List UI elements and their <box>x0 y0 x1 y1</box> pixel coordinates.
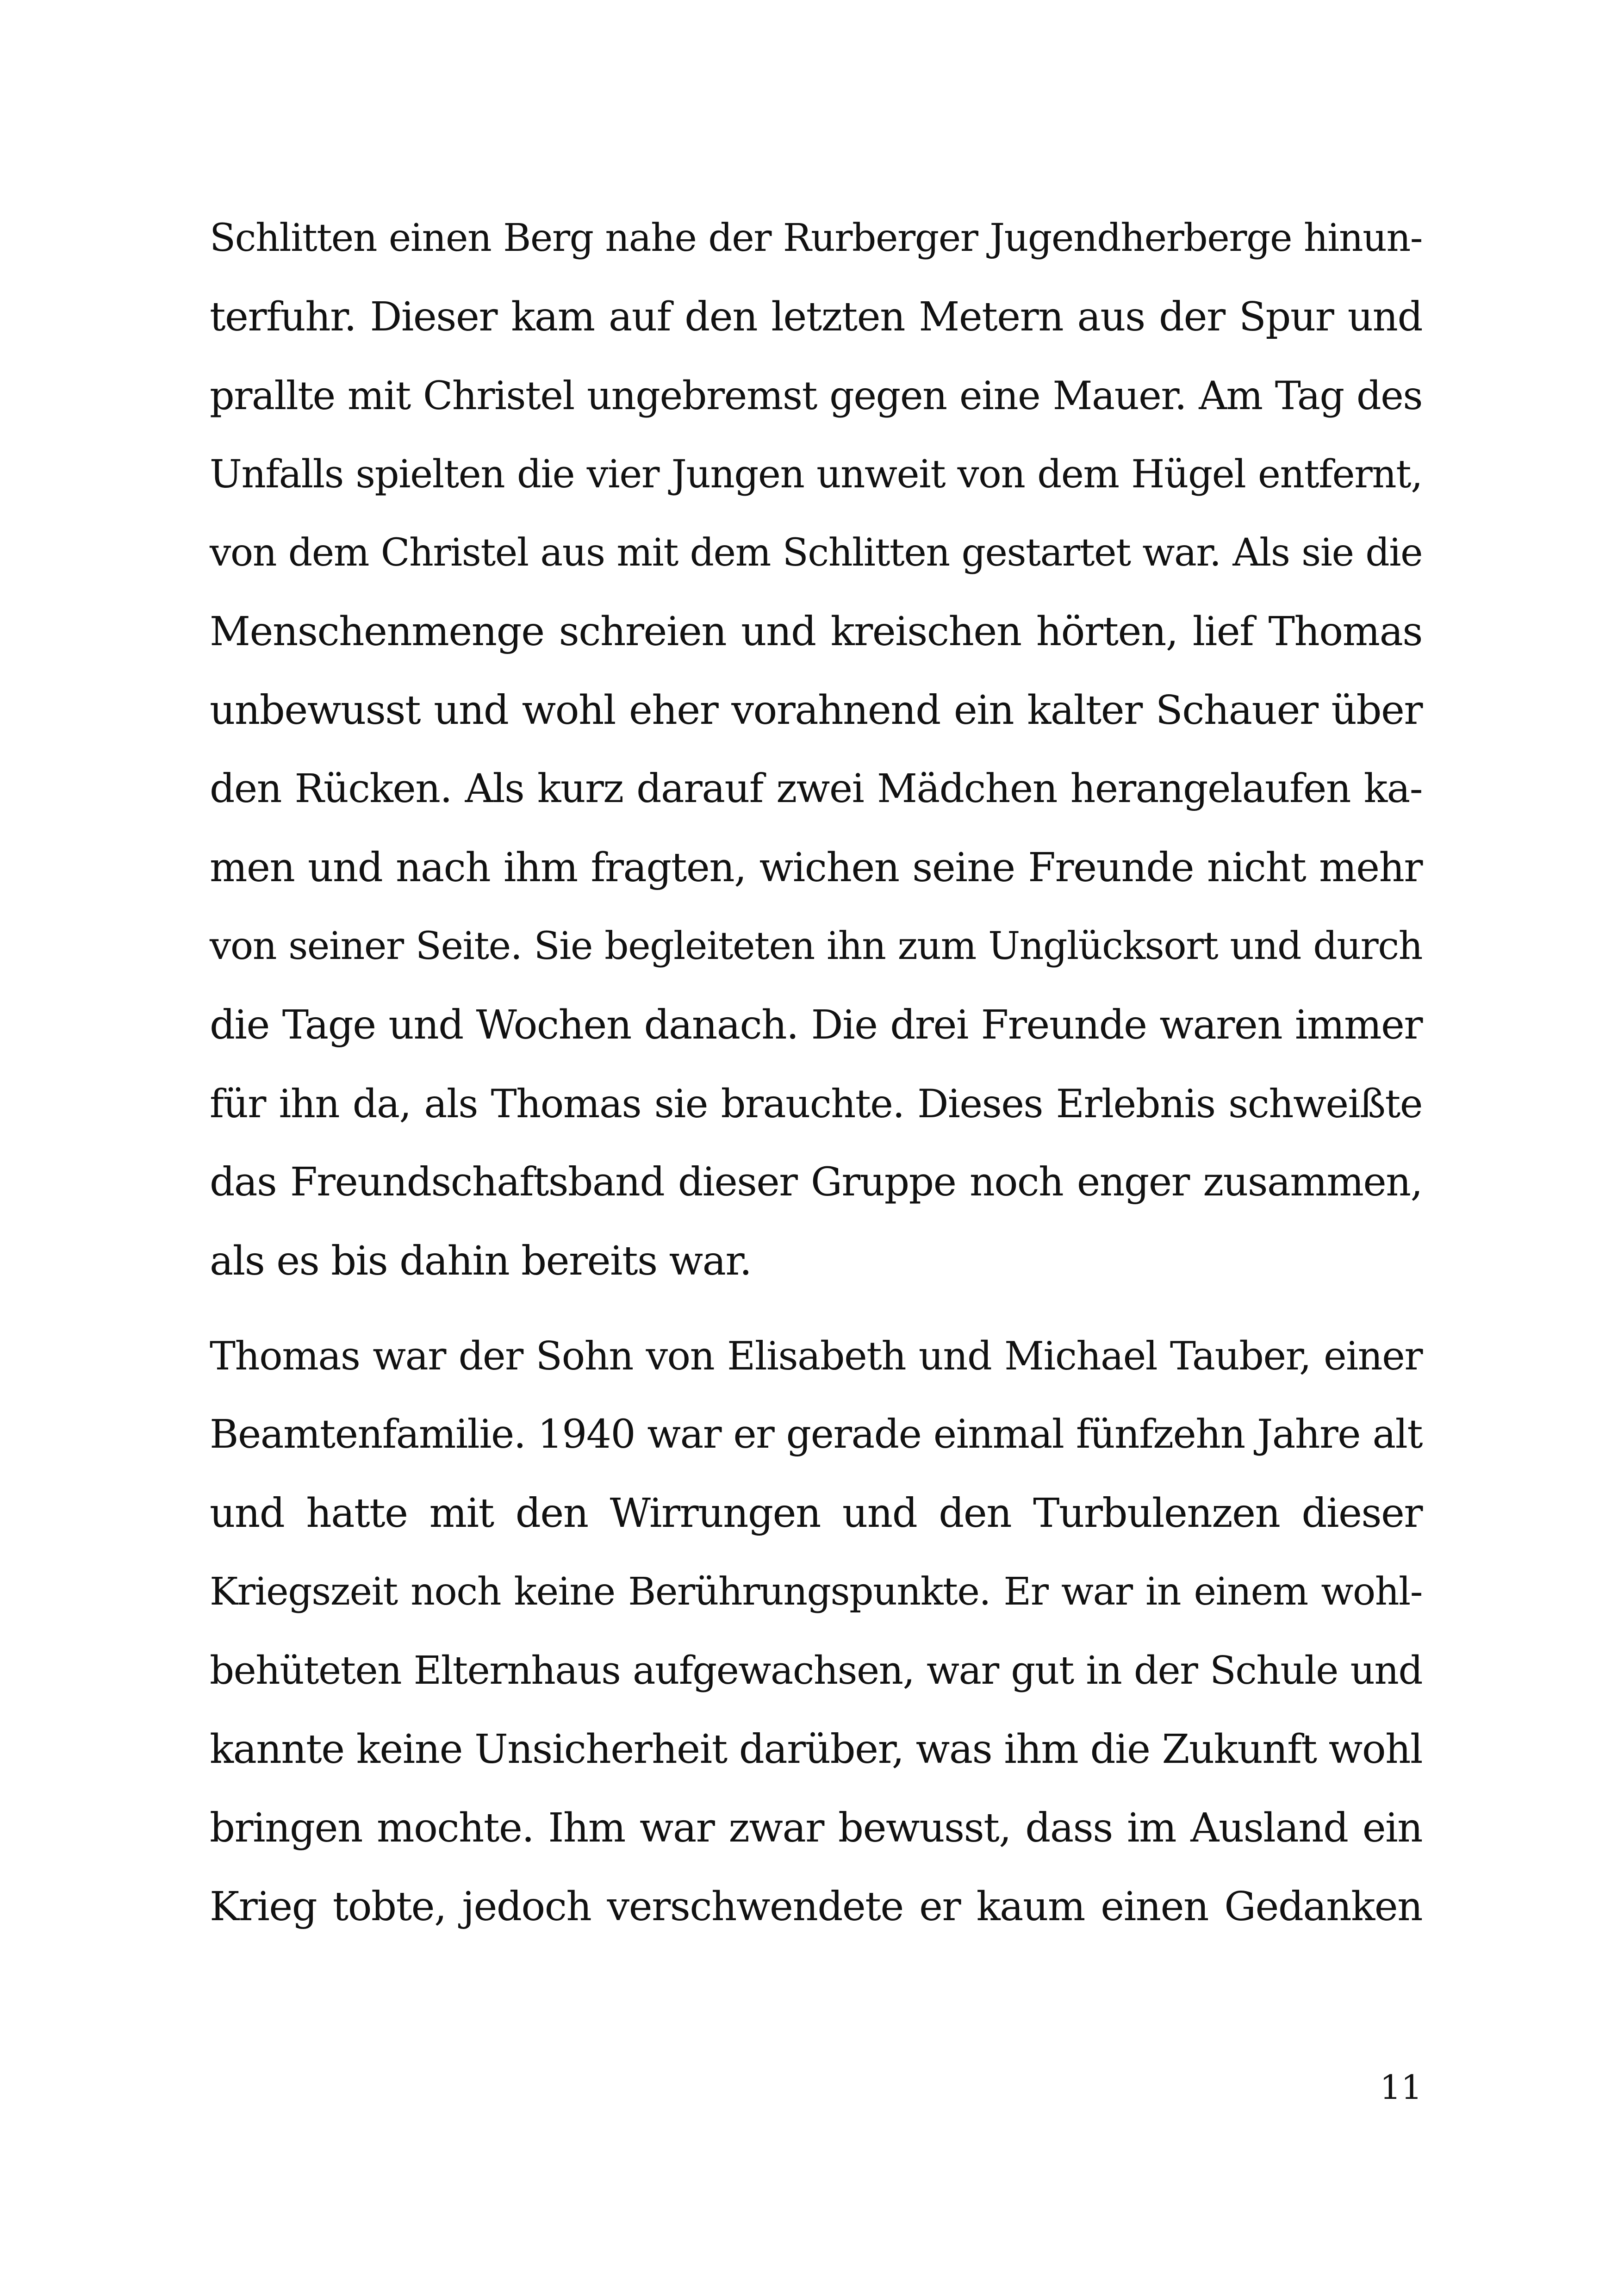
text-line: bringen mochte. Ihm war zwar bewusst, dass im Ausland ein <box>210 1805 1422 1851</box>
text-line: die Tage und Wochen danach. Die drei Freunde waren immer <box>210 1002 1422 1048</box>
text-line: prallte mit Christel ungebremst gegen eine Mauer. Am Tag des <box>210 373 1422 418</box>
text-line: für ihn da, als Thomas sie brauchte. Dieses Erlebnis schweißte <box>210 1081 1422 1126</box>
text-line: unbewusst und wohl eher vorahnend ein kalter Schauer über <box>210 687 1422 734</box>
text-line: als es bis dahin bereits war. <box>210 1238 752 1284</box>
paragraph-1 <box>210 199 1422 1300</box>
text-line: und hatte mit den Wirrungen und den Turbulenzen dieser <box>210 1490 1422 1537</box>
text-line: den Rücken. Als kurz darauf zwei Mädchen herangelaufen ka- <box>210 766 1422 812</box>
text-line: Kriegszeit noch keine Berührungspunkte. Er war in einem wohl- <box>210 1570 1422 1614</box>
text-line: kannte keine Unsicherheit darüber, was ihm die Zukunft wohl <box>210 1726 1422 1773</box>
text-line: von seiner Seite. Sie begleiteten ihn zum Unglücksort und durch <box>210 924 1422 968</box>
text-line: das Freundschaftsband dieser Gruppe noch enger zusammen, <box>210 1159 1422 1205</box>
text-line: Schlitten einen Berg nahe der Rurberger Jugendherberge hinun- <box>210 216 1422 260</box>
text-line: von dem Christel aus mit dem Schlitten gestartet war. Als sie die <box>210 531 1422 575</box>
text-line: behüteten Elternhaus aufgewachsen, war gut in der Schule und <box>210 1648 1422 1693</box>
paragraph-2 <box>210 1317 1422 1946</box>
text-line: Menschenmenge schreien und kreischen hörten, lief Thomas <box>210 609 1422 655</box>
text-line: men und nach ihm fragten, wichen seine Freunde nicht mehr <box>210 845 1422 891</box>
text-line: Thomas war der Sohn von Elisabeth und Michael Tauber, einer <box>210 1333 1422 1379</box>
text-line: Krieg tobte, jedoch verschwendete er kaum einen Gedanken <box>210 1884 1422 1930</box>
text-line: Unfalls spielten die vier Jungen unweit von dem Hügel entfernt, <box>210 452 1422 497</box>
text-line: terfuhr. Dieser kam auf den letzten Metern aus der Spur und <box>210 294 1422 340</box>
body-text <box>210 199 1422 1946</box>
page-number: 11 <box>1380 2068 1422 2107</box>
text-line: Beamtenfamilie. 1940 war er gerade einmal fünfzehn Jahre alt <box>210 1412 1422 1457</box>
paragraph-gap <box>210 1300 1422 1317</box>
